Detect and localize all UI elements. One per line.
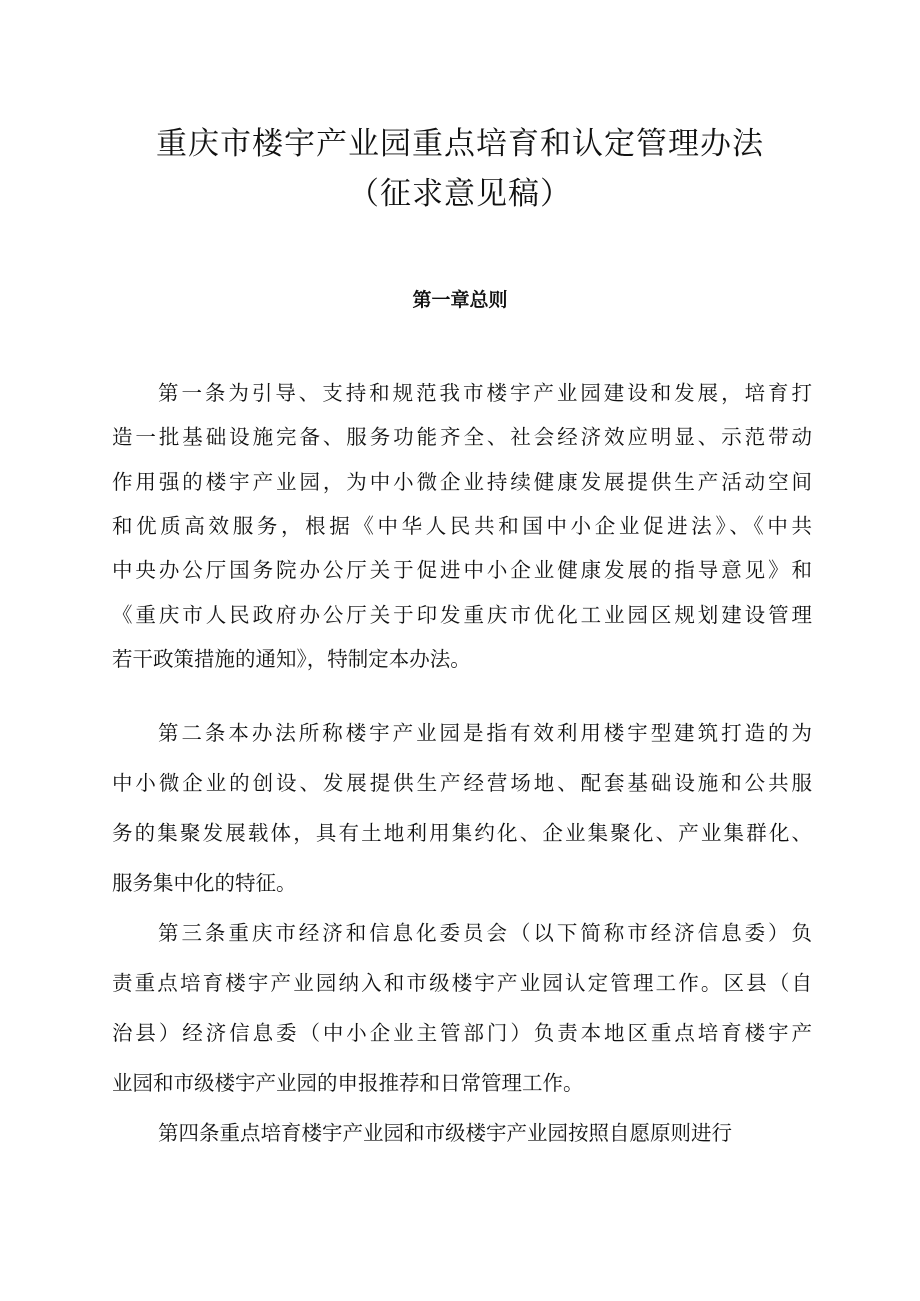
paragraph-line: 务的集聚发展载体，具有土地利用集约化、企业集聚化、产业集群化、 [112,821,812,845]
paragraph-line: 第三条重庆市经济和信息化委员会（以下简称市经济信息委）负 [158,921,812,945]
paragraph-line: 中小微企业的创设、发展提供生产经营场地、配套基础设施和公共服 [112,771,812,795]
paragraph-line: 第四条重点培育楼宇产业园和市级楼宇产业园按照自愿原则进行 [158,1121,732,1145]
paragraph-line: 业园和市级楼宇产业园的申报推荐和日常管理工作。 [112,1071,584,1095]
paragraph-line: 《重庆市人民政府办公厅关于印发重庆市优化工业园区规划建设管理 [112,602,812,627]
paragraph-line: 造一批基础设施完备、服务功能齐全、社会经济效应明显、示范带动 [112,425,812,450]
paragraph-line: 作用强的楼宇产业园，为中小微企业持续健康发展提供生产活动空间 [112,469,812,494]
document-subtitle: （征求意见稿） [348,176,572,212]
document-title: 重庆市楼宇产业园重点培育和认定管理办法 [156,126,764,162]
paragraph-line: 治县）经济信息委（中小企业主管部门）负责本地区重点培育楼宇产 [112,1021,812,1045]
paragraph-line: 责重点培育楼宇产业园纳入和市级楼宇产业园认定管理工作。区县（自 [112,971,812,995]
paragraph-line: 和优质高效服务，根据《中华人民共和国中小企业促进法》、《中共 [112,513,812,538]
paragraph-line: 服务集中化的特征。 [112,871,297,895]
chapter-heading: 第一章总则 [412,289,508,311]
paragraph-line: 中央办公厅国务院办公厅关于促进中小企业健康发展的指导意见》和 [112,558,812,583]
paragraph-line: 第二条本办法所称楼宇产业园是指有效利用楼宇型建筑打造的为 [158,721,812,745]
paragraph-line: 若干政策措施的通知》，特制定本办法。 [112,646,471,671]
paragraph-line: 第一条为引导、支持和规范我市楼宇产业园建设和发展，培育打 [158,381,812,405]
